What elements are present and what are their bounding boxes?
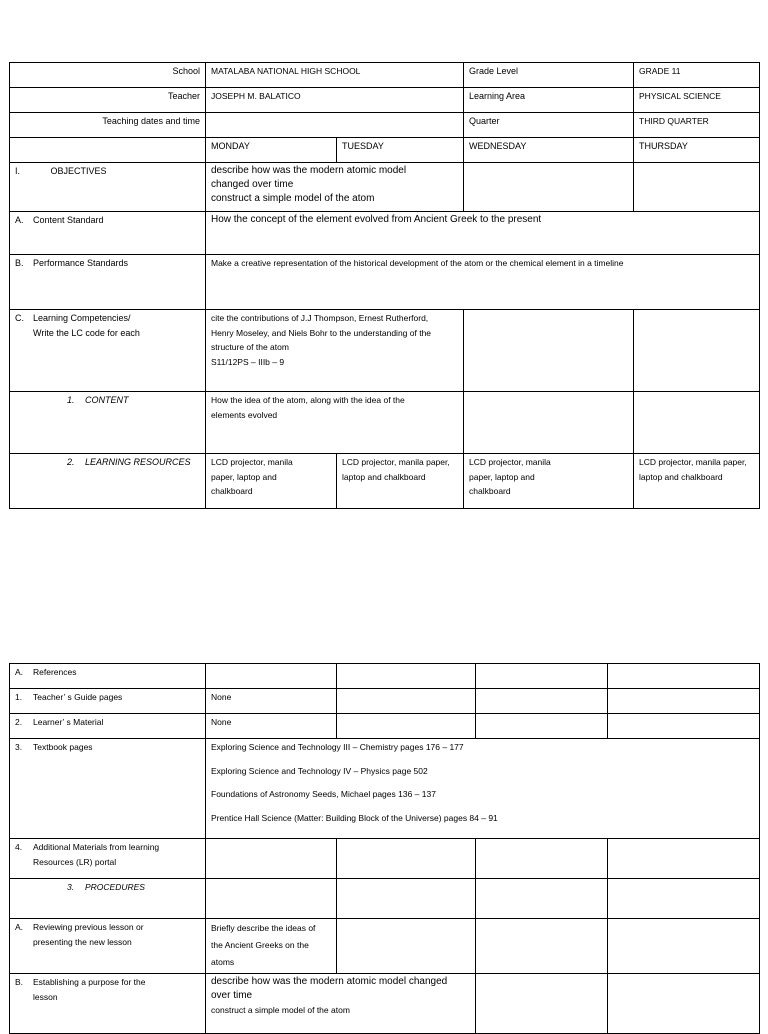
reviewing-lesson-value: Briefly describe the ideas of the Ancient Greeks on the atoms (206, 919, 337, 974)
additional-materials-label-1: Additional Materials from learning (33, 842, 160, 852)
establishing-purpose-label-cell: B. Establishing a purpose for the lesson (10, 974, 206, 1034)
textbook-item: Exploring Science and Technology III – Chemistry pages 176 – 177 (211, 742, 464, 752)
day-thursday: THURSDAY (634, 138, 760, 163)
day-monday: MONDAY (206, 138, 337, 163)
textbook-pages-label: Textbook pages (33, 742, 93, 752)
resources-thursday: LCD projector, manila paper, laptop and chalkboard (634, 454, 760, 509)
quarter-label: Quarter (464, 113, 634, 138)
resources-wednesday: LCD projector, manila paper, laptop and chalkboard (464, 454, 634, 509)
competencies-label-1: Learning Competencies/ (33, 313, 131, 323)
performance-standards-row (10, 255, 760, 310)
teachers-guide-row (10, 689, 760, 714)
teacher-value: JOSEPH M. BALATICO (206, 88, 464, 113)
procedures-row (10, 879, 760, 919)
content-standard-label-cell: A. Content Standard (10, 212, 206, 255)
quarter-value: THIRD QUARTER (634, 113, 760, 138)
learners-material-label: Learner’ s Material (33, 717, 104, 727)
textbook-pages-value (206, 739, 760, 839)
competencies-value: cite the contributions of J.J Thompson, Ernest Rutherford, Henry Moseley, and Niels Bohr to the understanding of the structure of the atom S11/12PS – IIIb – 9 (206, 310, 464, 392)
performance-standards-label: Performance Standards (33, 258, 129, 268)
content-standard-row (10, 212, 760, 255)
procedures-label-cell: 3. PROCEDURES (10, 879, 206, 919)
learning-resources-label-cell: 2. LEARNING RESOURCES (10, 454, 206, 509)
content-standard-label: Content Standard (33, 215, 104, 225)
textbook-pages-label-cell: 3. Textbook pages (10, 739, 206, 839)
teachers-guide-label: Teacher’ s Guide pages (33, 692, 123, 702)
additional-materials-label-cell: 4. Additional Materials from learning Resources (LR) portal (10, 839, 206, 879)
teachers-guide-label-cell: 1. Teacher’ s Guide pages (10, 689, 206, 714)
textbook-item: Exploring Science and Technology IV – Physics page 502 (211, 765, 428, 776)
references-row (10, 664, 760, 689)
teacher-label: Teacher (10, 88, 206, 113)
dates-row (10, 113, 760, 138)
learners-material-row (10, 714, 760, 739)
teaching-dates-value (206, 113, 464, 138)
learners-material-label-cell: 2. Learner’ s Material (10, 714, 206, 739)
procedures-label: PROCEDURES (85, 882, 145, 892)
objectives-label: OBJECTIVES (50, 166, 107, 176)
performance-standards-value: Make a creative representation of the historical development of the atom or the chemical element in a timeline (206, 255, 760, 310)
additional-materials-row (10, 839, 760, 879)
resources-monday: LCD projector, manila paper, laptop and chalkboard (206, 454, 337, 509)
reviewing-lesson-row (10, 919, 760, 974)
competencies-label-2: Write the LC code for each (33, 328, 140, 338)
objectives-label-cell: I. OBJECTIVES (10, 163, 206, 212)
learning-resources-row (10, 454, 760, 509)
grade-level-label: Grade Level (464, 63, 634, 88)
content-standard-value: How the concept of the element evolved from Ancient Greek to the present (206, 212, 760, 255)
references-label: References (33, 667, 77, 677)
days-row (10, 138, 760, 163)
establishing-purpose-row (10, 974, 760, 1034)
lc-code: S11/12PS – IIIb – 9 (211, 356, 285, 367)
day-tuesday: TUESDAY (337, 138, 464, 163)
grade-level-value: GRADE 11 (634, 63, 760, 88)
school-row (10, 63, 760, 88)
lesson-plan-resources-table (9, 663, 760, 1034)
content-label: CONTENT (85, 395, 129, 405)
content-label-cell: 1. CONTENT (10, 392, 206, 454)
textbook-pages-row (10, 739, 760, 839)
teaching-dates-label: Teaching dates and time (10, 113, 206, 138)
learners-material-value: None (206, 714, 337, 739)
school-value: MATALABA NATIONAL HIGH SCHOOL (206, 63, 464, 88)
teacher-row (10, 88, 760, 113)
learning-resources-label: LEARNING RESOURCES (85, 457, 191, 467)
learning-area-label: Learning Area (464, 88, 634, 113)
day-wednesday: WEDNESDAY (464, 138, 634, 163)
school-label: School (10, 63, 206, 88)
content-row (10, 392, 760, 454)
learning-area-value: PHYSICAL SCIENCE (634, 88, 760, 113)
objectives-row (10, 163, 760, 212)
objectives-value: describe how was the modern atomic model changed over time construct a simple model of the atom (206, 163, 464, 212)
performance-standards-label-cell: B. Performance Standards (10, 255, 206, 310)
additional-materials-label-2: Resources (LR) portal (33, 856, 117, 867)
textbook-item: Prentice Hall Science (Matter: Building Block of the Universe) pages 84 – 91 (211, 812, 498, 823)
competencies-label-cell: C. Learning Competencies/ Write the LC code for each (10, 310, 206, 392)
resources-tuesday: LCD projector, manila paper, laptop and chalkboard (337, 454, 464, 509)
references-label-cell: A. References (10, 664, 206, 689)
content-value: How the idea of the atom, along with the idea of the elements evolved (206, 392, 464, 454)
reviewing-lesson-label-cell: A. Reviewing previous lesson or presenting the new lesson (10, 919, 206, 974)
lesson-plan-header-table (9, 62, 760, 509)
competencies-row (10, 310, 760, 392)
textbook-item: Foundations of Astronomy Seeds, Michael pages 136 – 137 (211, 789, 436, 799)
establishing-purpose-value: describe how was the modern atomic model changed over time construct a simple model of the atom (206, 974, 476, 1034)
teachers-guide-value: None (206, 689, 337, 714)
